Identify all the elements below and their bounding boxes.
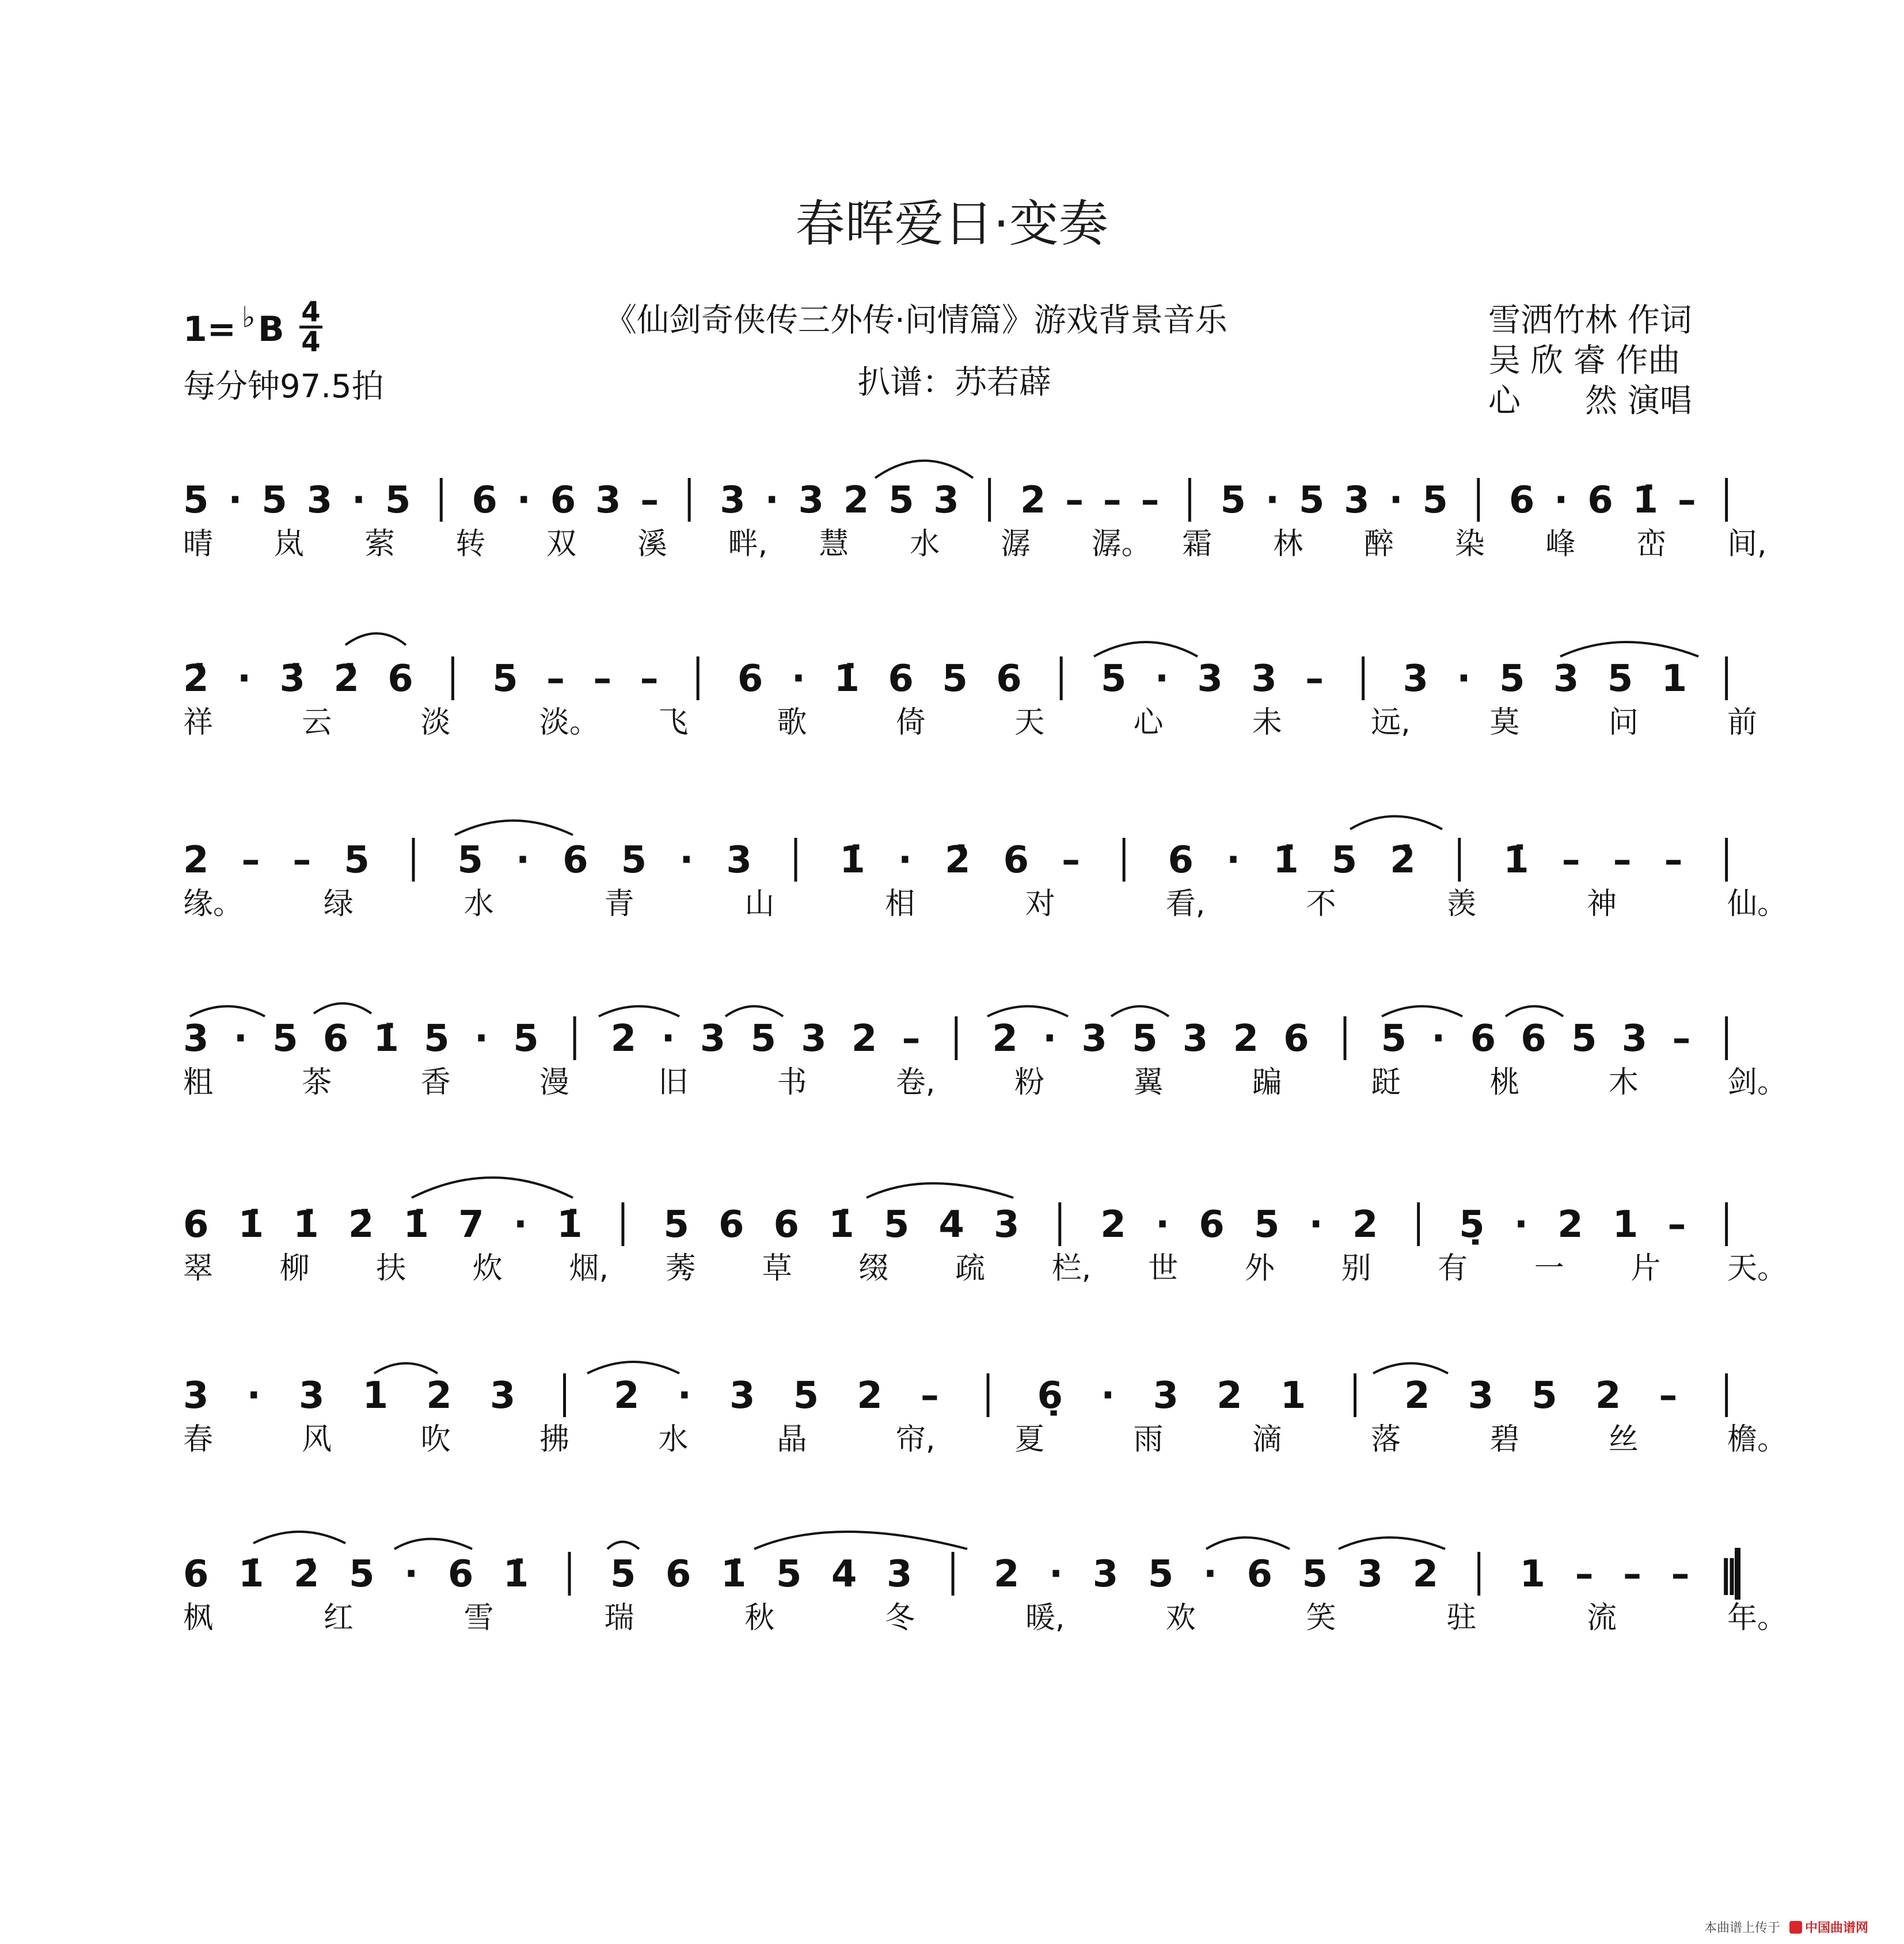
lyric-char: 拂	[539, 1422, 569, 1457]
lyric-char: 醉	[1363, 527, 1394, 561]
lyric-char: 染	[1454, 527, 1485, 561]
lyric-char: 间,	[1727, 527, 1767, 561]
key-note: B	[258, 309, 284, 350]
notation-line: 5 · 5 3 · 5 │ 6 · 6 3 – │ 3 · 3 2 5 3 │ 2 – – – │ 5 · 5 3 · 5 │ 6 · 6 1̇ – │	[183, 479, 1738, 522]
transcriber: 扒谱：苏若薜	[858, 364, 1051, 401]
lyric-char: 潺。	[1091, 527, 1151, 561]
lyric-char: 雨	[1133, 1422, 1164, 1457]
lyric-char: 一	[1534, 1251, 1564, 1286]
lyric-char: 溪	[637, 527, 667, 561]
lyric-char: 剑。	[1727, 1065, 1788, 1100]
lyric-char: 远,	[1371, 705, 1411, 740]
lyric-char: 枫	[183, 1601, 214, 1635]
lyric-char: 峰	[1545, 527, 1576, 561]
lyric-char: 书	[777, 1065, 807, 1100]
lyric-char: 翼	[1133, 1065, 1164, 1100]
lyric-char: 翠	[183, 1251, 214, 1286]
lyric-char: 莫	[1489, 705, 1520, 740]
lyric-char: 神	[1587, 887, 1617, 921]
footer-text: 本曲谱上传于	[1704, 1921, 1781, 1935]
lyric-char: 莠	[666, 1251, 696, 1286]
lyric-char: 青	[604, 887, 634, 921]
lyric-char: 暖,	[1025, 1601, 1065, 1635]
lyric-char: 岚	[273, 527, 304, 561]
lyric-char: 春	[183, 1422, 214, 1457]
lyric-char: 世	[1148, 1251, 1179, 1286]
lyric-char: 缀	[858, 1251, 889, 1286]
lyric-char: 畔,	[728, 527, 768, 561]
lyric-char: 淡	[420, 705, 451, 740]
lyric-char: 草	[762, 1251, 792, 1286]
lyric-char: 有	[1438, 1251, 1468, 1286]
lyric-char: 问	[1608, 705, 1639, 740]
lyric-char: 流	[1587, 1601, 1617, 1635]
lyric-char: 丝	[1608, 1422, 1639, 1457]
lyric-char: 欢	[1165, 1601, 1196, 1635]
lyric-char: 前	[1727, 705, 1758, 740]
lyric-char: 柳	[279, 1251, 310, 1286]
lyric-char: 雪	[463, 1601, 494, 1635]
notation-line: 3 · 3 1 2 3 │ 2 · 3 5 2 – │ 6̣ · 3 2 1 │ 2 3 5 2 – │	[183, 1375, 1738, 1417]
lyric-char: 香	[420, 1065, 451, 1100]
lyric-char: 慧	[819, 527, 849, 561]
lyric-char: 疏	[955, 1251, 986, 1286]
lyric-char: 炊	[472, 1251, 503, 1286]
lyric-char: 茶	[302, 1065, 332, 1100]
lyric-char: 晶	[777, 1422, 807, 1457]
lyric-char: 看,	[1165, 887, 1206, 921]
lyric-char: 祥	[183, 705, 214, 740]
lyric-char: 山	[744, 887, 775, 921]
time-beats: 4	[301, 296, 321, 328]
lyric-char: 水	[910, 527, 940, 561]
lyric-char: 帘,	[895, 1422, 936, 1457]
lyric-char: 扶	[376, 1251, 406, 1286]
lyric-char: 瑞	[604, 1601, 634, 1635]
lyric-char: 栏,	[1051, 1251, 1092, 1286]
notation-line: 6 1̇ 1̇ 2̇ 1̇ 7 · 1̇ │ 5 6 6 1̇ 5 4 3 │ 2 · 6 5 · 2 │ 5̣ · 2 1 – │	[183, 1203, 1738, 1246]
lyric-char: 晴	[183, 527, 214, 561]
notation-line: 3 · 5 6 1̇ 5 · 5 │ 2 · 3 5 3 2 – │ 2 · 3 5 3 2 6 │ 5 · 6 6 5 3 – │	[183, 1017, 1738, 1060]
lyric-char: 林	[1273, 527, 1303, 561]
notation-line: 2 – – 5 │ 5 · 6 5 · 3 │ 1̇ · 2̇ 6 – │ 6 · 1̇ 5 2̇ │ 1̇ – – – │	[183, 839, 1738, 882]
lyric-char: 对	[1025, 887, 1055, 921]
singer-credit: 心 然 演唱	[1488, 382, 1692, 420]
subtitle: 《仙剑奇侠传三外传·问情篇》游戏背景音乐	[605, 302, 1227, 339]
lyricist-credit: 雪洒竹林 作词	[1488, 302, 1692, 339]
lyric-char: 天。	[1727, 1251, 1788, 1286]
notation-line: 2̇ · 3̇ 2̇ 6 │ 5 – – – │ 6 · 1̇ 6 5 6 │ 5 · 3 3 – │ 3 · 5 3 5 1 │	[183, 658, 1738, 700]
lyric-char: 风	[302, 1422, 332, 1457]
lyric-char: 潺	[1000, 527, 1031, 561]
lyric-char: 羡	[1446, 887, 1477, 921]
lyric-char: 夏	[1014, 1422, 1045, 1457]
score-title: 春晖爱日·变奏	[795, 195, 1108, 253]
lyric-char: 未	[1252, 705, 1282, 740]
lyric-char: 别	[1341, 1251, 1371, 1286]
lyric-char: 水	[463, 887, 494, 921]
lyric-char: 粉	[1014, 1065, 1045, 1100]
lyric-char: 歌	[777, 705, 807, 740]
footer-brand: 中国曲谱网	[1805, 1921, 1869, 1935]
lyric-char: 绿	[323, 887, 354, 921]
lyric-char: 淡。	[539, 705, 599, 740]
lyric-char: 红	[323, 1601, 354, 1635]
lyric-char: 漫	[539, 1065, 569, 1100]
lyric-char: 相	[885, 887, 915, 921]
lyric-char: 冬	[885, 1601, 915, 1635]
lyric-char: 霜	[1182, 527, 1213, 561]
lyric-char: 缘。	[183, 887, 244, 921]
lyric-char: 倚	[895, 705, 926, 740]
lyric-char: 吹	[420, 1422, 451, 1457]
lyric-char: 不	[1306, 887, 1336, 921]
lyric-char: 外	[1244, 1251, 1275, 1286]
lyric-char: 碧	[1489, 1422, 1520, 1457]
lyric-char: 飞	[658, 705, 689, 740]
lyric-char: 卷,	[895, 1065, 936, 1100]
key-flat: ♭	[242, 301, 256, 334]
lyric-char: 跹	[1371, 1065, 1401, 1100]
lyric-char: 云	[302, 705, 332, 740]
lyric-char: 双	[546, 527, 577, 561]
lyric-char: 桃	[1489, 1065, 1520, 1100]
lyric-char: 年。	[1727, 1601, 1788, 1635]
lyric-char: 水	[658, 1422, 689, 1457]
lyric-char: 粗	[183, 1065, 214, 1100]
lyric-char: 蹁	[1252, 1065, 1282, 1100]
composer-credit: 吴 欣 睿 作曲	[1488, 342, 1681, 379]
lyric-char: 峦	[1636, 527, 1667, 561]
lyric-char: 心	[1133, 705, 1164, 740]
lyric-char: 檐。	[1727, 1422, 1788, 1457]
lyric-char: 萦	[364, 527, 395, 561]
lyric-char: 驻	[1446, 1601, 1477, 1635]
lyric-char: 仙。	[1727, 887, 1788, 921]
lyric-char: 木	[1608, 1065, 1639, 1100]
lyric-char: 转	[455, 527, 486, 561]
lyric-char: 笑	[1306, 1601, 1336, 1635]
time-unit: 4	[301, 326, 321, 358]
lyric-char: 片	[1631, 1251, 1661, 1286]
lyric-char: 天	[1014, 705, 1045, 740]
lyric-char: 烟,	[569, 1251, 609, 1286]
lyric-char: 秋	[744, 1601, 775, 1635]
lyric-char: 落	[1371, 1422, 1401, 1457]
key-prefix: 1=	[183, 309, 237, 350]
lyric-char: 滴	[1252, 1422, 1282, 1457]
notation-line: 6 1̇ 2̇ 5 · 6 1̇ │ 5 6 1̇ 5 4 3 │ 2 · 3 5 · 6 5 3 2 │ 1 – – – ‖	[183, 1553, 1738, 1596]
tempo-marking: 每分钟97.5拍	[183, 368, 384, 405]
footer-logo-mark	[1789, 1921, 1802, 1934]
lyric-char: 旧	[658, 1065, 689, 1100]
